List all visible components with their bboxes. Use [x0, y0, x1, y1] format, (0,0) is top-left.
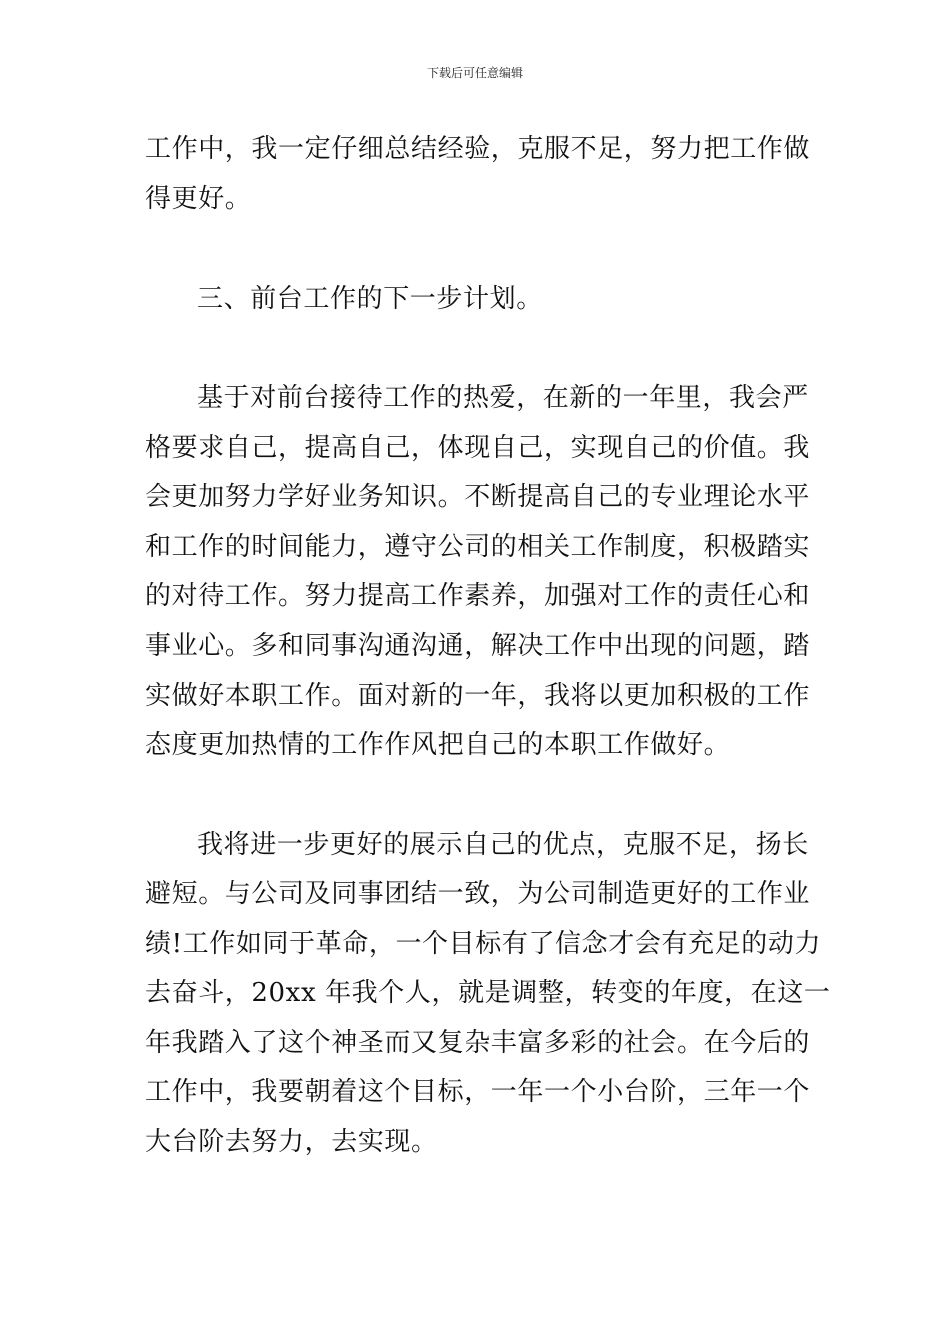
text-line: 工作中，我要朝着这个目标，一年一个小台阶，三年一个	[145, 1077, 811, 1107]
section-heading-text: 三、前台工作的下一步计划。	[197, 284, 543, 314]
page-header-note: 下载后可任意编辑	[426, 66, 523, 80]
text-line: 的对待工作。努力提高工作素养，加强对工作的责任心和	[145, 581, 811, 611]
text-line: 年我踏入了这个神圣而又复杂丰富多彩的社会。在今后的	[145, 1028, 811, 1058]
text-line: 和工作的时间能力，遵守公司的相关工作制度，积极踏实	[145, 532, 811, 562]
text-line: 基于对前台接待工作的热爱，在新的一年里，我会严	[197, 383, 809, 413]
text-line: 得更好。	[145, 184, 252, 214]
text-line: 实做好本职工作。面对新的一年，我将以更加积极的工作	[145, 681, 811, 711]
text-line: 我将进一步更好的展示自己的优点，克服不足，扬长	[197, 830, 809, 860]
text-line: 工作中，我一定仔细总结经验，克服不足，努力把工作做	[145, 134, 811, 164]
text-line: 去奋斗，20xx 年我个人，就是调整，转变的年度，在这一	[145, 978, 831, 1008]
text-line: 事业心。多和同事沟通沟通，解决工作中出现的问题，踏	[145, 631, 811, 661]
text-line: 大台阶去努力，去实现。	[145, 1127, 438, 1157]
text-line: 态度更加热情的工作作风把自己的本职工作做好。	[145, 730, 731, 760]
text-line: 避短。与公司及同事团结一致，为公司制造更好的工作业	[145, 879, 811, 909]
text-line: 会更加努力学好业务知识。不断提高自己的专业理论水平	[145, 482, 811, 512]
text-line: 绩!工作如同于革命，一个目标有了信念才会有充足的动力	[145, 929, 822, 959]
text-line: 格要求自己，提高自己，体现自己，实现自己的价值。我	[145, 433, 811, 463]
